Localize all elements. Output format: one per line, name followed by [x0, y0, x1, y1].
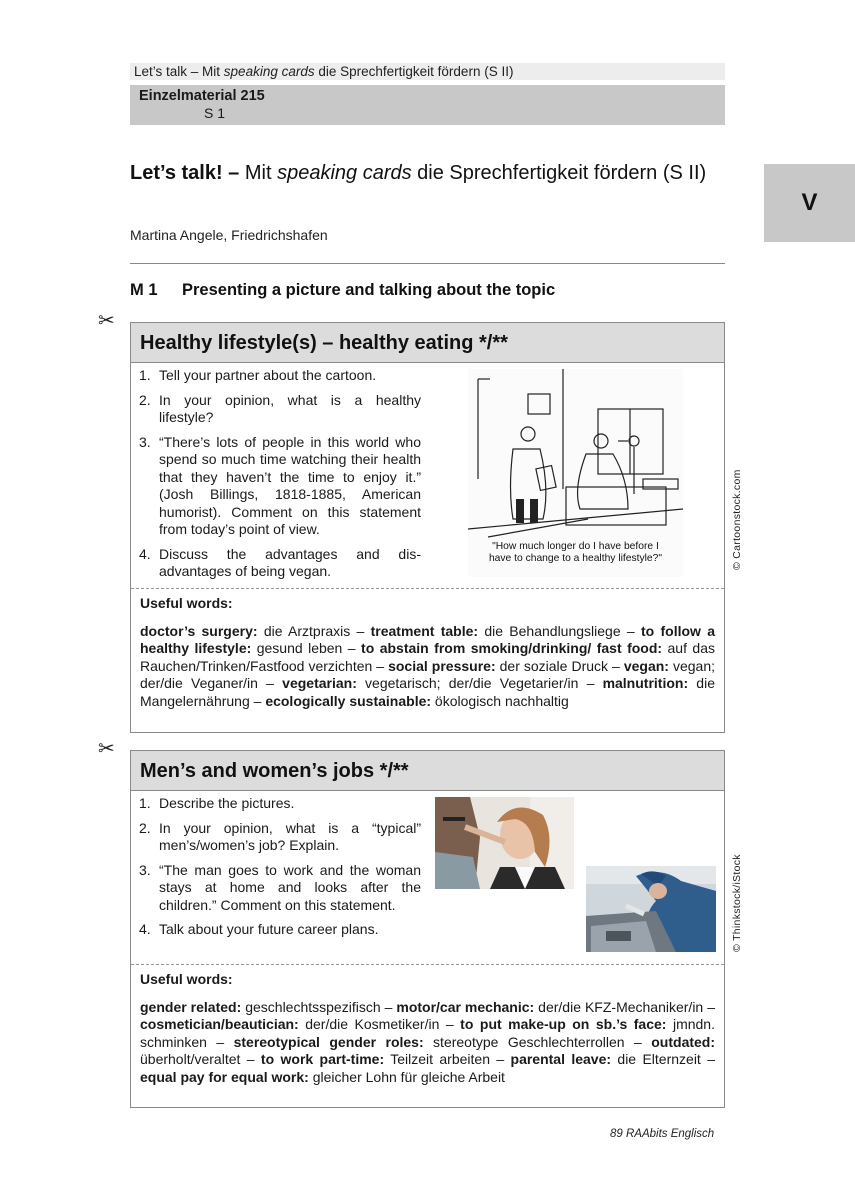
card-title: Healthy lifestyle(s) – healthy eating */** [131, 323, 724, 363]
section-title: Presenting a picture and talking about the topic [182, 281, 556, 299]
task-number: 3. [139, 433, 151, 450]
glossary-translation: auf das Rauchen/Trinken/Fastfood verzichten – [140, 640, 715, 674]
task-number: 4. [139, 921, 151, 937]
glossary-term: vegetarian: [282, 675, 357, 692]
task-item [139, 546, 421, 581]
glossary-term: outdated: [651, 1033, 716, 1050]
glossary-term: ecologically sustainable: [265, 692, 432, 709]
glossary-translation: gleicher Lohn für gleiche Arbeit [308, 1068, 505, 1085]
glossary-translation: vegetarisch; der/die Vegetarier/in – [356, 675, 603, 692]
task-text: “There’s lots of people in this world who spend so much time watching their health that they haven’t the time to enjoy it.” (Josh Billings, 1818-1885, American humorist). Comment on this statement from today’s point of view. [159, 433, 421, 537]
glossary-translation: ökologisch nachhaltig [431, 692, 569, 709]
glossary-translation: die Elternzeit – [611, 1051, 715, 1068]
task-text: In your opinion, what is a “typical” men’s/women’s job? Explain. [159, 819, 421, 853]
glossary-term: parental leave: [510, 1051, 612, 1068]
glossary-translation: der soziale Druck – [495, 657, 624, 674]
doctor-cartoon [468, 369, 683, 577]
task-list [131, 791, 421, 939]
card-body [131, 363, 724, 588]
divider [130, 263, 725, 264]
glossary-translation: stereotype Geschlechterrollen – [423, 1033, 652, 1050]
running-head [130, 63, 725, 80]
glossary-term: stereotypical gender roles: [233, 1033, 424, 1050]
task-number: 3. [139, 861, 151, 878]
useful-words-text [140, 999, 715, 1087]
task-text: Discuss the advantages and dis-advantages of being vegan. [159, 545, 421, 579]
task-text: “The man goes to work and the woman stays at home and looks after the children.” Comment on this statement. [159, 861, 421, 913]
mechanic-photo [586, 866, 716, 952]
scissors-icon: ✂ [98, 310, 115, 332]
task-text: Describe the pictures. [159, 795, 295, 811]
running-head-italic: speaking cards [223, 64, 315, 79]
glossary-term: to follow a healthy lifestyle: [140, 622, 715, 657]
material-page: S 1 [204, 105, 226, 121]
card-title: Men’s and women’s jobs */** [131, 751, 724, 791]
task-item [139, 795, 421, 813]
glossary-term: vegan: [623, 657, 669, 674]
glossary-term: to work part-time: [260, 1051, 385, 1068]
task-number: 1. [139, 795, 151, 811]
scissors-icon: ✂ [98, 738, 115, 760]
glossary-translation: gesund leben – [251, 640, 362, 657]
running-head-suffix: die Sprechfertigkeit fördern (S II) [314, 64, 514, 79]
useful-words-title: Useful words: [140, 595, 233, 611]
title-bold: Let’s talk! – [130, 162, 240, 184]
title-rest: die Sprechfertigkeit fördern (S II) [411, 162, 707, 184]
glossary-translation: überholt/veraltet – [140, 1051, 261, 1068]
glossary-term: gender related: [140, 998, 242, 1015]
glossary-translation: die Mangelernährung – [140, 675, 715, 709]
caption-line-2: have to change to a healthy lifestyle?" [488, 553, 663, 564]
image-credit: © Thinkstock/iStock [731, 854, 743, 952]
glossary-term: to put make-up on sb.’s face: [460, 1016, 667, 1033]
task-text: In your opinion, what is a healthy lifestyle? [159, 391, 421, 425]
glossary-term: treatment table: [370, 622, 479, 639]
glossary-translation: geschlechtsspezifisch – [241, 998, 397, 1015]
glossary-translation: Teilzeit arbeiten – [384, 1051, 511, 1068]
useful-words [131, 589, 724, 715]
glossary-term: doctor’s surgery: [140, 622, 258, 639]
title-mid: Mit [239, 162, 278, 184]
task-item [139, 862, 421, 915]
document-title [130, 160, 730, 186]
task-item [139, 434, 421, 539]
cartoon-caption [468, 541, 683, 565]
task-number: 2. [139, 819, 151, 836]
task-item [139, 367, 421, 385]
glossary-term: equal pay for equal work: [140, 1068, 309, 1085]
beautician-photo [435, 797, 574, 889]
title-italic: speaking cards [277, 162, 412, 184]
useful-words [131, 965, 724, 1091]
image-credit: © Cartoonstock.com [731, 469, 743, 570]
section-heading [130, 281, 555, 300]
glossary-term: malnutrition: [602, 675, 689, 692]
task-text: Talk about your future career plans. [159, 921, 379, 937]
task-item [139, 392, 421, 427]
task-number: 2. [139, 391, 151, 408]
glossary-term: social pressure: [388, 657, 496, 674]
task-item [139, 820, 421, 855]
glossary-translation: die Behandlungsliege – [478, 622, 641, 639]
author: Martina Angele, Friedrichshafen [130, 227, 328, 243]
card-body [131, 791, 724, 964]
glossary-translation: der/die KFZ-Mechaniker/in – [534, 998, 715, 1015]
caption-line-1: "How much longer do I have before I [492, 541, 659, 552]
material-bar [130, 85, 725, 125]
speaking-card-jobs [130, 750, 725, 1108]
section-tab-label: V [801, 189, 818, 216]
material-title: Einzelmaterial 215 [139, 88, 265, 104]
useful-words-title: Useful words: [140, 971, 233, 987]
glossary-term: cosmetician/beautician: [140, 1016, 299, 1033]
useful-words-text [140, 623, 715, 711]
task-list [131, 363, 421, 581]
glossary-term: motor/car mechanic: [396, 998, 535, 1015]
glossary-translation: die Arztpraxis – [257, 622, 371, 639]
task-number: 1. [139, 367, 151, 383]
glossary-translation: jmndn. schminken – [140, 1016, 715, 1050]
glossary-translation: vegan; der/die Veganer/in – [140, 657, 715, 692]
running-head-prefix: Let’s talk – Mit [134, 64, 224, 79]
glossary-term: to abstain from smoking/drinking/ fast food: [361, 640, 663, 657]
task-number: 4. [139, 545, 151, 562]
section-number: M 1 [130, 281, 158, 299]
glossary-translation: der/die Kosmetiker/in – [298, 1016, 461, 1033]
page-footer: 89 RAAbits Englisch [610, 1128, 715, 1140]
task-text: Tell your partner about the cartoon. [159, 367, 377, 383]
section-tab [764, 164, 855, 242]
cartoon-drawing [468, 369, 683, 539]
task-item [139, 921, 421, 939]
speaking-card-healthy-lifestyle [130, 322, 725, 733]
